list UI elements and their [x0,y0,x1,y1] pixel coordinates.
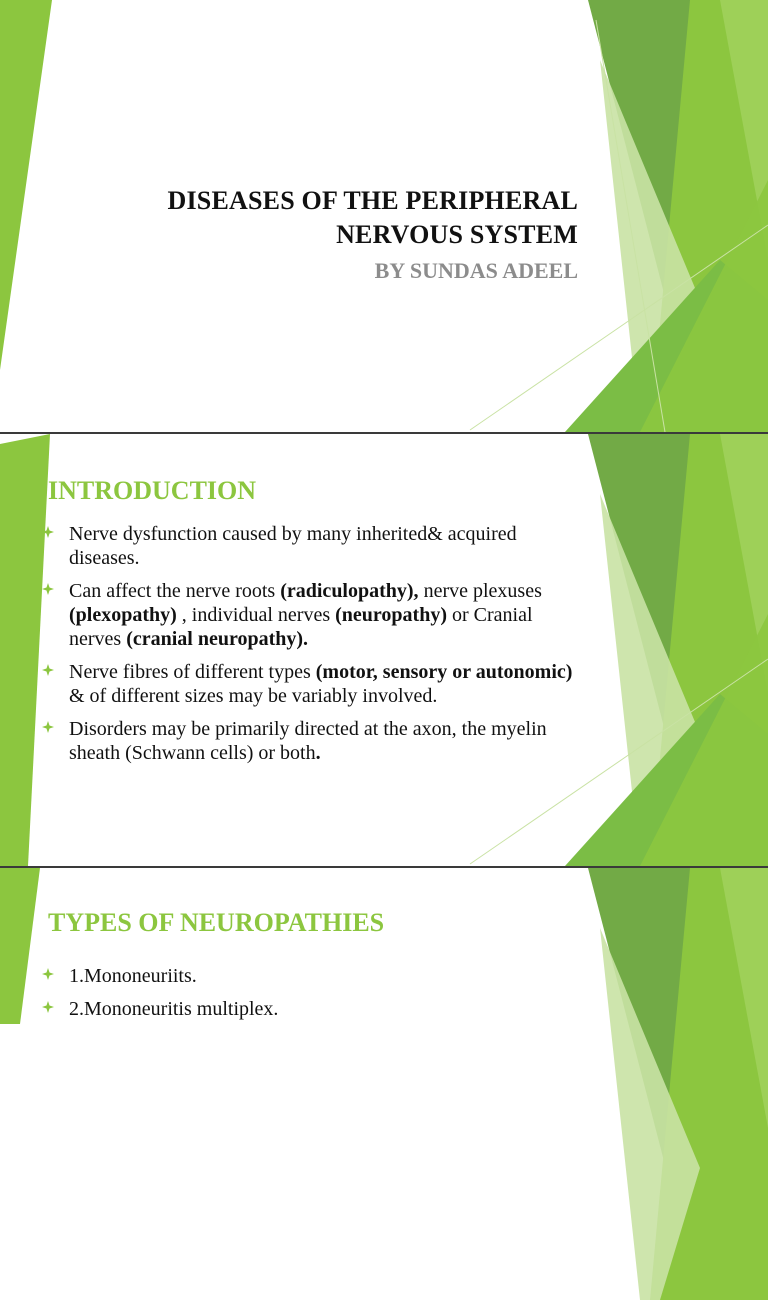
bullet-text: Disorders may be primarily directed at the axon, the myelin sheath (Schwann cells) or both [69,718,547,764]
diamond-bullet-icon [42,968,54,980]
bullet-item [40,579,585,651]
bullet-text: (cranial neuropathy). [126,628,309,650]
bullet-text: (neuropathy) [335,604,447,626]
bullet-text: 2.Mononeuritis multiplex. [69,998,279,1020]
bullet-text: 1.Mononeuriits. [69,965,197,987]
bullet-text: . [315,742,321,764]
title-slide [0,0,768,432]
bullet-list [40,522,585,774]
slide-heading: INTRODUCTION [48,476,257,505]
bullet-text: nerve plexuses [418,580,542,602]
bullet-text: or Cranial nerves [69,604,533,650]
slide-title [168,184,578,252]
bullet-text: (plexopathy) [69,604,177,626]
bullet-item [40,997,585,1021]
bullet-text: Can affect the nerve roots [69,580,281,602]
diamond-bullet-icon [42,664,54,676]
bullet-item [40,522,585,570]
bullet-item [40,660,585,708]
introduction-slide [0,434,768,866]
title-line-1: DISEASES OF THE PERIPHERAL [167,186,578,215]
slide-heading: TYPES OF NEUROPATHIES [48,908,385,937]
slide-subtitle: BY SUNDAS ADEEL [374,258,578,283]
bullet-text: Nerve dysfunction caused by many inherited& acquired diseases. [69,523,517,569]
bullet-list [40,964,585,1030]
diamond-bullet-icon [42,583,54,595]
bullet-text: , individual nerves [176,604,336,626]
diamond-bullet-icon [42,721,54,733]
bullet-item [40,964,585,988]
bullet-text: & of different sizes may be variably involved. [69,685,438,707]
title-line-2: NERVOUS SYSTEM [336,220,578,249]
bullet-text: (radiculopathy), [280,580,419,602]
types-slide [0,868,768,1300]
bullet-text: Nerve fibres of different types [69,661,316,683]
bullet-item [40,717,585,765]
bullet-text: (motor, sensory or autonomic) [315,661,573,683]
diamond-bullet-icon [42,1001,54,1013]
diamond-bullet-icon [42,526,54,538]
